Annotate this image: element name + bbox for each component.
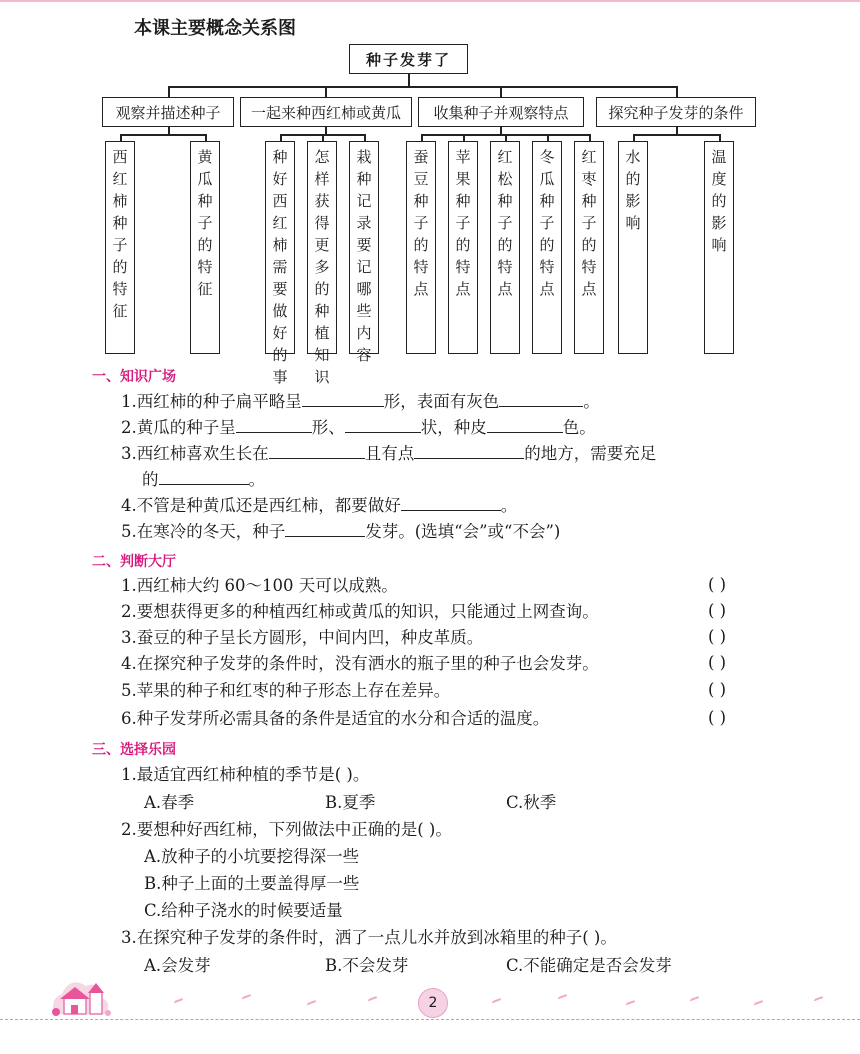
choice-option[interactable]: A.会发芽	[144, 956, 211, 975]
answer-blank[interactable]	[236, 416, 312, 433]
choice-option[interactable]: B.不会发芽	[325, 956, 409, 975]
choice-option[interactable]: C.不能确定是否会发芽	[506, 956, 672, 975]
concept-leaf: 红 松 种 子 的 特 点	[490, 141, 520, 354]
house-illustration	[40, 968, 120, 1020]
connector	[408, 74, 410, 86]
connector	[500, 127, 502, 134]
choice-option[interactable]: C.秋季	[506, 793, 557, 812]
decorative-tick	[239, 989, 251, 1000]
connector	[421, 134, 423, 141]
choice-question-stem: 3.在探究种子发芽的条件时，洒了一点儿水并放到冰箱里的种子( )。	[121, 928, 617, 947]
decorative-tick	[623, 995, 635, 1006]
concept-leaf: 蚕 豆 种 子 的 特 点	[406, 141, 436, 354]
connector	[505, 134, 507, 141]
section-heading: 二、判断大厅	[92, 554, 176, 570]
connector	[547, 134, 549, 141]
answer-parentheses[interactable]: ( )	[708, 601, 727, 620]
concept-leaf: 怎 样 获 得 更 多 的 种 植 知 识	[307, 141, 337, 354]
answer-parentheses[interactable]: ( )	[708, 575, 727, 594]
decorative-tick	[171, 993, 183, 1004]
decorative-tick	[687, 991, 699, 1002]
decorative-tick	[751, 995, 763, 1006]
judge-question: 1.西红柿大约 60～100 天可以成熟。	[121, 576, 398, 595]
answer-parentheses[interactable]: ( )	[708, 708, 727, 727]
fill-question-1: 1.西红柿的种子扁平略呈 形，表面有灰色 。	[121, 392, 600, 411]
answer-blank[interactable]	[302, 390, 384, 407]
answer-parentheses[interactable]: ( )	[708, 680, 727, 699]
concept-leaf: 栽 种 记 录 要 记 哪 些 内 容	[349, 141, 379, 354]
connector	[633, 134, 720, 136]
connector	[633, 134, 635, 141]
fill-question-3-cont: 的 。	[142, 470, 265, 489]
judge-question: 6.种子发芽所必需具备的条件是适宜的水分和合适的温度。	[121, 709, 550, 728]
decorative-tick	[365, 991, 377, 1002]
connector	[500, 86, 502, 97]
concept-leaf: 温 度 的 影 响	[704, 141, 734, 354]
answer-blank[interactable]	[269, 442, 365, 459]
answer-blank[interactable]	[285, 520, 365, 537]
choice-option[interactable]: B.夏季	[325, 793, 376, 812]
connector	[676, 86, 678, 97]
choice-option[interactable]: B.种子上面的土要盖得厚一些	[144, 874, 360, 893]
connector	[325, 86, 327, 97]
choice-question-stem: 2.要想种好西红柿，下列做法中正确的是( )。	[121, 820, 452, 839]
section-heading: 三、选择乐园	[92, 742, 176, 758]
concept-leaf: 种 好 西 红 柿 需 要 做 好 的 事	[265, 141, 295, 354]
connector	[168, 86, 676, 88]
concept-leaf: 水 的 影 响	[618, 141, 648, 354]
answer-parentheses[interactable]: ( )	[708, 627, 727, 646]
top-border	[0, 0, 860, 2]
choice-option[interactable]: A.放种子的小坑要挖得深一些	[144, 847, 360, 866]
choice-option[interactable]: C.给种子浇水的时候要适量	[144, 901, 343, 920]
answer-blank[interactable]	[487, 416, 563, 433]
page-number: 2	[418, 988, 448, 1018]
answer-blank[interactable]	[401, 494, 501, 511]
category-box: 观察并描述种子	[102, 97, 234, 127]
connector	[120, 134, 122, 141]
fill-question-3: 3.西红柿喜欢生长在 且有点 的地方，需要充足	[121, 444, 657, 463]
decorative-tick	[555, 989, 567, 1000]
category-box: 探究种子发芽的条件	[596, 97, 756, 127]
connector	[168, 86, 170, 97]
section-heading: 一、知识广场	[92, 369, 176, 385]
connector	[168, 127, 170, 134]
connector	[676, 127, 678, 134]
connector	[325, 127, 327, 134]
decorative-tick	[489, 993, 501, 1004]
answer-parentheses[interactable]: ( )	[708, 653, 727, 672]
category-box: 一起来种西红柿或黄瓜	[240, 97, 412, 127]
concept-leaf: 西 红 柿 种 子 的 特 征	[105, 141, 135, 354]
connector	[205, 134, 207, 141]
footer-divider	[0, 1019, 860, 1020]
connector	[589, 134, 591, 141]
choice-option[interactable]: A.春季	[144, 793, 195, 812]
judge-question: 2.要想获得更多的种植西红柿或黄瓜的知识，只能通过上网查询。	[121, 602, 599, 621]
answer-blank[interactable]	[414, 442, 524, 459]
fill-question-5: 5.在寒冷的冬天，种子 发芽。(选填“会”或“不会”)	[121, 522, 561, 541]
concept-leaf: 红 枣 种 子 的 特 点	[574, 141, 604, 354]
choice-question-stem: 1.最适宜西红柿种植的季节是( )。	[121, 765, 370, 784]
concept-root: 种子发芽了	[349, 44, 468, 74]
concept-leaf: 冬 瓜 种 子 的 特 点	[532, 141, 562, 354]
fill-question-4: 4.不管是种黄瓜还是西红柿，都要做好 。	[121, 496, 518, 515]
connector	[364, 134, 366, 141]
concept-leaf: 黄 瓜 种 子 的 特 征	[190, 141, 220, 354]
answer-blank[interactable]	[159, 468, 249, 485]
judge-question: 4.在探究种子发芽的条件时，没有洒水的瓶子里的种子也会发芽。	[121, 654, 599, 673]
decorative-tick	[304, 995, 316, 1006]
page-title: 本课主要概念关系图	[134, 18, 296, 39]
connector	[463, 134, 465, 141]
fill-question-2: 2.黄瓜的种子呈 形、 状，种皮 色。	[121, 418, 596, 437]
judge-question: 5.苹果的种子和红枣的种子形态上存在差异。	[121, 681, 451, 700]
answer-blank[interactable]	[499, 390, 583, 407]
connector	[322, 134, 324, 141]
connector	[719, 134, 721, 141]
answer-blank[interactable]	[345, 416, 421, 433]
judge-question: 3.蚕豆的种子呈长方圆形，中间内凹，种皮革质。	[121, 628, 484, 647]
concept-leaf: 苹 果 种 子 的 特 点	[448, 141, 478, 354]
connector	[280, 134, 282, 141]
connector	[120, 134, 206, 136]
decorative-tick	[811, 991, 823, 1002]
category-box: 收集种子并观察特点	[418, 97, 584, 127]
